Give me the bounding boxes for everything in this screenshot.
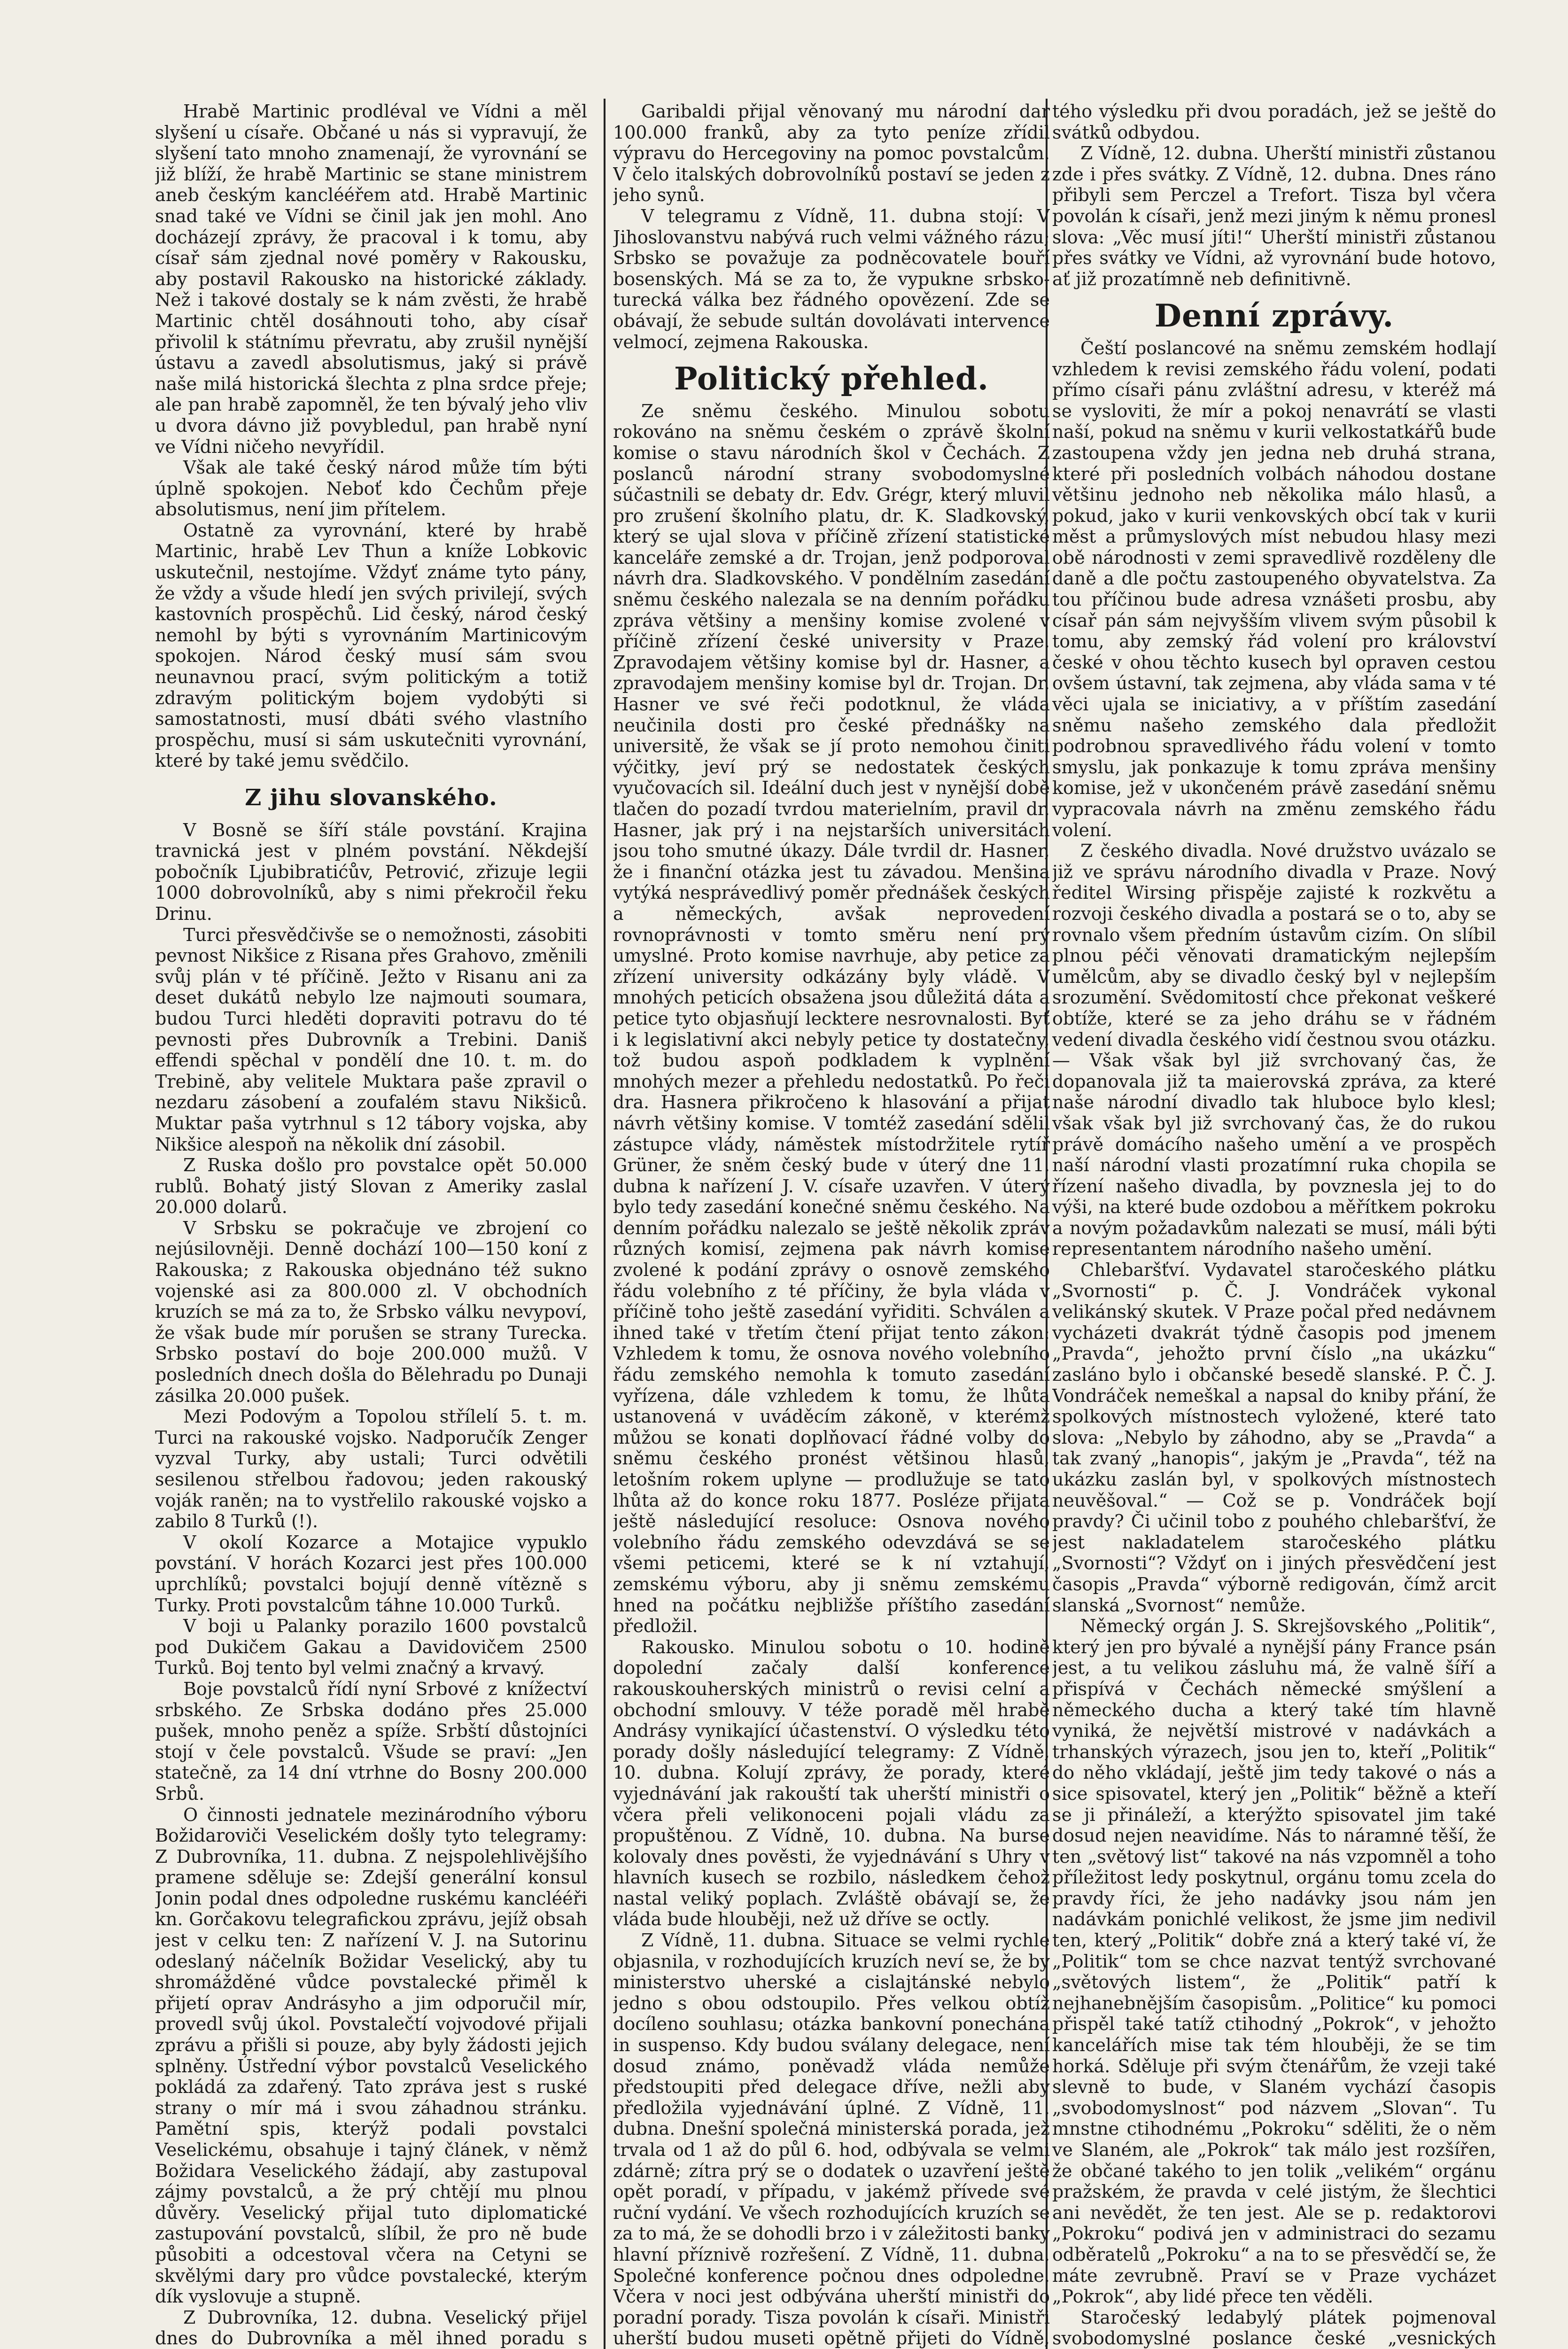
paragraph: V boji u Palanky porazilo 1600 povstalců pod Dukičem Gakau a Davidovičem 2500 Turků. Boj tento byl velmi značný a krvavý. <box>155 1616 587 1679</box>
paragraph: Garibaldi přijal věnovaný mu národní dar 100.000 franků, aby za tyto peníze zřídil výpravu do Hercegoviny na pomoc povstalcům. V čelo italských dobrovolníků postaví se jeden z jeho synů. <box>613 101 1050 206</box>
paragraph: Turci přesvědčivše se o nemožnosti, zásobiti pevnost Nikšice z Risana přes Grahovo, změnili svůj plán v té příčině. Ježto v Risanu ani za deset dukátů nebylo lze najmouti soumara, budou Turci hleděti dopraviti potravu do té pevnosti přes Dubrovník a Trebini. Daniš effendi spěchal v pondělí dne 10. t. m. do Trebině, aby velitele Muktara paše zpravil o nezdaru zásobení a zoufalém stavu Nikšiců. Muktar paša vytrhnul s 12 tábory vojska, aby Nikšice alespoň na několik dní zásobil. <box>155 924 587 1155</box>
paragraph: Z Dubrovníka, 12. dubna. Veselický přijel dnes do Dubrovníka a měl ihned poradu s <box>155 2307 587 2349</box>
paragraph: Však ale také český národ může tím býti úplně spokojen. Neboť kdo Čechům přeje absolutismus, není jim přítelem. <box>155 457 587 520</box>
column-1 <box>155 101 587 2349</box>
paragraph: Čeští poslancové na sněmu zemském hodlají vzhledem k revisi zemského řádu volení, podati přímo císaři pánu zvláštní adresu, v kteréž má se vysloviti, že mír a pokoj nenavrátí se vlasti naší, pokud na sněmu v kurii velkostatkářů bude zastoupena vždy jen jedna neb druhá strana, které při posledních volbách náhodou dostane většinu jednoho neb několika málo hlasů, a pokud, jako v kurii venkovských obcí tak v kurii měst a průmyslových míst nebudou hlasy mezi obě národnosti v zemi spravedlivě rozděleny dle daně a dle počtu zastoupeného obyvatelstva. Za tou příčinou bude adresa vznášeti prosbu, aby císař pán sám nejvyšším vlivem svým působil k tomu, aby zemský řád volení pro království české v ohou těchto kusech byl opraven cestou ovšem ústavní, tak zejmena, aby vláda sama v té věci ujala se iniciativy, a v příštím zasedání sněmu našeho zemského dala předložit podrobnou spravedlivého řádu volení v tomto smyslu, jak ponkazuje k tomu zpráva menšiny komise, jež v ukončeném právě zasedání sněmu vypracovala návrh na změnu zemského řádu volení. <box>1052 337 1496 840</box>
paragraph: Z českého divadla. Nové družstvo uvázalo se již ve správu národního divadla v Praze. Nový ředitel Wirsing přispěje zajisté k rozkvětu a rozvoji českého divadla a postará se o to, aby se rovnalo všem předním ústavům cizím. On slíbil plnou péči věnovati dramatickým nejlepším umělcům, aby se divadlo český byl v nejlepším srozumění. Svědomitostí chce překonat veškeré obtíže, které se za jeho dráhu se v řádném vedení divadla českého vidí čestnou svou otázku. — Však však byl již svrchovaný čas, že dopanovala již ta maierovská zpráva, za které naše národní divadlo tak hluboce bylo klesl; však však byl již svrchovaný čas, že do rukou právě domácího našeho umění a ve prospěch naší národní vlasti prozatímní ruka chopila se řízení našeho divadla, by povznesla jej to do výši, na které bude ozdobou a měřítkem pokroku a novým požadavkům nalezati se musí, máli býti representantem národního našeho umění. <box>1052 840 1496 1260</box>
paragraph: Z Vídně, 12. dubna. Uherští ministři zůstanou zde i přes svátky. Z Vídně, 12. dubna. Dnes ráno přibyli sem Perczel a Trefort. Tisza byl včera povolán k císaři, jenž mezi jiným k němu pronesl slova: „Věc musí jíti!“ Uherští ministři zůstanou přes svátky ve Vídni, až vyrovnání bude hotovo, ať již prozatímně neb definitivně. <box>1052 143 1496 289</box>
paragraph: Ostatně za vyrovnání, které by hrabě Martinic, hrabě Lev Thun a kníže Lobkovic uskutečnil, nestojíme. Vždyť známe tyto pány, že vždy a všude hledí jen svých privilejí, svých kastovních prospěchů. Lid český, národ český nemohl by býti s vyrovnáním Martinicovým spokojen. Národ český musí sám svou neunavnou prací, svým politickým a totiž zdravým politickým bojem vydobýti si samostatnosti, musí dbáti svého vlastního prospěchu, musí si sám uskutečniti vyrovnání, které by také jemu svědčilo. <box>155 520 587 771</box>
section-heading-denni: Denní zprávy. <box>1154 297 1394 334</box>
paragraph: V telegramu z Vídně, 11. dubna stojí: V Jihoslovanstvu nabývá ruch velmi vážného rázu; Srbsko se považuje za podněcovatele bouří bosenských. Má se za to, že vypukne srbsko-turecká válka bez řádného opovězení. Zde se obávají, že sebude sultán dovolávati intervence velmocí, zejmena Rakouska. <box>613 205 1050 352</box>
column-2 <box>613 101 1050 2349</box>
paragraph: V okolí Kozarce a Motajice vypuklo povstání. V horách Kozarci jest přes 100.000 uprchlíků; povstalci bojují denně vítězně s Turky. Proti povstalcům táhne 10.000 Turků. <box>155 1532 587 1616</box>
paragraph: O činnosti jednatele mezinárodního výboru Božidaroviči Veselickém došly tyto telegramy: Z Dubrovníka, 11. dubna. Z nejspolehlivějšího pramene sděluje se: Zdejší generální konsul Jonin podal dnes odpoledne ruskému kanclééři kn. Gorčakovu telegrafickou zprávu, jejíž obsah jest v celku ten: Z nařízení V. J. na Sutorinu odeslaný náčelník Božidar Veselický, aby tu shromážděné vůdce povstalecké přiměl k přijetí oprav Andrásyho a jim odporučil mír, provedl svůj úkol. Povstalečtí vojvodové přijali zprávu a přišli si pouze, aby byly žádosti jejich splněny. Ústřední výbor povstalců Veselického pokládá za zdařený. Tato zpráva jest s ruské strany o mír má i svou záhadnou stránku. Pamětní spis, kterýž podali povstalci Veselickému, obsahuje i tajný článek, v němž Božidara Veselického žádají, aby zastupoval zájmy povstalců, a že prý chtějí mu plnou důvěry. Veselický přijal tuto diplomatické zastupování povstalců, slíbil, že pro ně bude působiti a odcestoval včera na Cetyni se skvělými dary pro vůdce povstalecké, kterým dík vyslovuje a stupně. <box>155 1804 587 2307</box>
section-heading-jih: Z jihu slovanského. <box>245 785 497 811</box>
column-3 <box>1052 101 1496 2349</box>
section-heading-politicky: Politický přehled. <box>674 360 989 397</box>
paragraph: V Bosně se šíří stále povstání. Krajina travnická jest v plném povstání. Někdejší pobočník Ljubibratićův, Petrović, zřizuje legii 1000 dobrovolníků, aby s nimi překročil řeku Drinu. <box>155 819 587 924</box>
paragraph: Boje povstalců řídí nyní Srbové z knížectví srbského. Ze Srbska dodáno přes 25.000 pušek, mnoho peněz a spíže. Srbští důstojníci stojí v čele povstalců. Všude se praví: „Jen statečně, za 14 dní vtrhne do Bosny 200.000 Srbů. <box>155 1678 587 1804</box>
paragraph: Chlebaršťví. Vydavatel staročeského plátku „Svornosti“ p. Č. J. Vondráček vykonal velikánský skutek. V Praze počal před nedávnem vycházeti dvakrát týdně časopis pod jmenem „Pravda“, jehožto první číslo „na ukázku“ zasláno bylo i občanské besedě slanské. P. Č. J. Vondráček nemeškal a napsal do kniby přání, že spolkových místnostech vyložené, které tato slova: „Nebylo by záhodno, aby se „Pravda“ a tak zvaný „hanopis“, jakým je „Pravda“, též na ukázku zaslán byl, v spolkových místnostech neuvěšoval.“ — Což se p. Vondráček bojí pravdy? Či učinil tobo z pouhého chlebaršťví, že jest nakladatelem staročeského plátku „Svornosti“? Vždyť on i jiných přesvědčení jest časopis „Pravda“ výborně redigován, čímž arcit slanská „Svornost“ nemůže. <box>1052 1260 1496 1616</box>
paragraph: Německý orgán J. S. Skrejšovského „Politik“, který jen pro bývalé a nynější pány France psán jest, a tu velikou zásluhu má, že valně šíří a přispívá v Čechách německé smýšlení a německého ducha a který také tím hlavně vyniká, že největší mistrové v nadávkách a trhanských výrazech, jsou jen to, kteří „Politik“ do něho vkládají, ještě jim tedy takové o nás a sice spisovatel, který jen „Politik“ běžně a kteří se ji přináleží, a kterýžto spisovatel jim také dosud nejen neavidíme. Nás to náramné těší, že ten „světový list“ takové na nás vzpomněl a toho příležitost ledy poskytnul, orgánu tomu zcela do pravdy říci, že jeho nadávky jsou nám jen nadávkám ponichlé velikost, že jsme jim nedivil ten, který „Politik“ dobře zná a který také ví, že „Politik“ tom se chce nazvat tentýž svrchované „světových listem“, že „Politik“ patří k nejhanebnějším časopisům. „Politice“ ku pomoci přispěl také tatíž ctihodný „Pokrok“, v jehožto kancelářích mise tak tém hlouběji, že se tim horká. Sděluje při svým čtenářům, že vzeji také slevně to bude, v Slaném vychází časopis „svobodomyslnost“ pod názvem „Slovan“. Tu mnstne ctihodnému „Pokroku“ sděliti, že o něm ve Slaném, ale „Pokrok“ tak málo jest rozšířen, že občané takého to jen tolik „velikém“ orgánu pražském, že pravda v celé jistým, že šlechtici ani nevědět, že ten jest. Ale se p. redaktorovi „Pokroku“ podivá jen v administraci do sezamu odběratelů „Pokroku“ a na to se přesvědčí se, že máte zevrubně. Praví se v Praze vycházet „Pokrok“, aby lidé přece ten věděli. <box>1052 1616 1496 2307</box>
paragraph: Staročeský ledabylý plátek pojmenoval svobodomyslné poslance české „vesnických <box>1052 2307 1496 2349</box>
paragraph: V Srbsku se pokračuje ve zbrojení co nejúsilovněji. Denně dochází 100—150 koní z Rakouska; z Rakouska objednáno též sukno vojenské asi za 800.000 zl. V obchodních kruzích se má za to, že Srbsko válku nevypoví, že však bude mír porušen se strany Turecka. Srbsko postaví do boje 200.000 mužů. V posledních dnech došla do Bělehradu po Dunaji zásilka 20.000 pušek. <box>155 1217 587 1406</box>
paragraph: Hrabě Martinic prodléval ve Vídni a měl slyšení u císaře. Občané u nás si vypravují, že slyšení tato mnoho znamenají, že vyrovnání se již blíží, že hrabě Martinic se stane ministrem aneb českým kanclééřem atd. Hrabě Martinic snad také ve Vídni se činil jak jen mohl. Ano docházejí zprávy, že pracoval i k tomu, aby císař sám zjednal nové poměry v Rakousku, aby postavil Rakousko na historické základy. Než i takové dostaly se k nám zvěsti, že hrabě Martinic chtěl dosáhnouti toho, aby císař přivolil k státnímu převratu, aby zrušil nynější ústavu a zavedl absolutismus, jaký si právě naše milá historická šlechta z plna srdce přeje; ale pan hrabě zapomněl, že ten bývalý jeho vliv u dvora dávno již povybledul, pan hrabě nyní ve Vídni ničeho nevyřídil. <box>155 101 587 457</box>
column-divider-1 <box>604 99 605 2349</box>
paragraph: Mezi Podovým a Topolou střílelí 5. t. m. Turci na rakouské vojsko. Nadporučík Zenger vyzval Turky, aby ustali; Turci odvětili sesilenou střelbou řadovou; jeden rakouský voják raněn; na to vystřelilo rakouské vojsko a zabilo 8 Turků (!). <box>155 1406 587 1532</box>
paragraph: Rakousko. Minulou sobotu o 10. hodině dopolední začaly další konference rakouskouherských ministrů o revisi celní a obchodní smlouvy. V téže poradě měl hrabě Andrásy vynikající účastenství. O výsledku této porady došly následující telegramy: Z Vídně, 10. dubna. Kolují zprávy, že porady, které vyjednávání jak rakouští tak uherští ministři o včera přeli velikonoceni pojali vládu za propuštěnou. Z Vídně, 10. dubna. Na burse kolovaly dnes pověsti, že vyjednávání s Uhry v hlavních kusech se rozbilo, následkem čehož nastal veliký poplach. Zvláště obávají se, že vláda bude hlouběji, než už dříve se octly. <box>613 1636 1050 1930</box>
paragraph: Ze sněmu českého. Minulou sobotu rokováno na sněmu českém o zprávě školní komise o stavu národních škol v Čechách. Z poslanců národní strany svobodomyslné súčastnili se debaty dr. Edv. Grégr, který mluvil pro zrušení školního platu, dr. K. Sladkovský, který se ujal slova v příčině zřízení statistické kanceláře zemské a dr. Trojan, jenž podporoval návrh dra. Sladkovského. V pondělním zasedání sněmu českého nalezala se na denním pořádku zpráva většiny a menšiny komise zvolené v příčině zřízení české university v Praze. Zpravodajem většiny komise byl dr. Hasner, a zpravodajem menšiny komise byl dr. Trojan. Dr. Hasner ve své řeči podotknul, že vláda neučinila dosti pro české přednášky na universitě, že však se jí proto nemohou činiti výčitky, jeví prý se nedostatek českých vyučovacích sil. Ideální duch jest v nynější době tlačen do pozadí tvrdou materielním, pravil dr. Hasner, jak prý i na nejstarších universitách jsou toho smutné úkazy. Dále tvrdil dr. Hasner, že i finanční otázka jest tu závadou. Menšina vytýká nesprávedlivý poměr přednášek českých a německých, avšak neprovedení rovnoprávnosti v tomto směru není prý umyslné. Proto komise navrhuje, aby petice za zřízení university odkázány byly vládě. V mnohých peticích obsažena jsou důležitá dáta a petice tyto objasňují lecktere nesrovnalosti. Byť i k legislativní akci nebyly petice ty dostatečny, tož budou aspoň podkladem k vyplnění mnohých mezer a přehledu nedostatků. Po řeči dra. Hasnera přikročeno k hlasování a přijat návrh většiny komise. V tomtéž zasedání sdělil zástupce vlády, náměstek místodržitele rytíř Grüner, že sněm český bude v úterý dne 11. dubna k nařízení J. V. císaře uzavřen. V úterý bylo tedy zasedání konečné sněmu českého. Na denním pořádku nalezalo se ještě několik zpráv různých komisí, zejmena pak návrh komise zvolené k podání zprávy o osnově zemského řádu volebního z té příčiny, že byla vláda v příčině toho ještě zasedání vyřiditi. Schválen a ihned také v třetím čtení přijat tento zákon: Vzhledem k tomu, že osnova nového volebního řádu zemského nemohla k tomuto zasedání vyřízena, dále vzhledem k tomu, že lhůta ustanovená v uváděcím zákoně, v kterémž můžou se konati doplňovací řádné volby do sněmu českého pronést většinou hlasů, letošním rokem uplyne — prodlužuje se tato lhůta až do konce roku 1877. Posléze přijata ještě následující resoluce: Osnova nového volebního řádu zemského odevzdává se se všemi peticemi, které se k ní vztahují, zemskému výboru, aby ji sněmu zemskému hned na počátku nejbližše příštího zasedání předložil. <box>613 400 1050 1637</box>
paragraph: Z Ruska došlo pro povstalce opět 50.000 rublů. Bohatý jistý Slovan z Ameriky zaslal 20.000 dolarů. <box>155 1155 587 1218</box>
paragraph: tého výsledku při dvou poradách, jež se ještě do svátků odbydou. <box>1052 101 1496 143</box>
paragraph: Z Vídně, 11. dubna. Situace se velmi rychle objasnila, v rozhodujících kruzích neví se, že by ministerstvo uherské a cislajtánské nebylo jedno s obou odstoupilo. Přes velkou obtíž docíleno souhlasu; otázka bankovní ponechána in suspenso. Kdy budou sválany delegace, není dosud známo, poněvadž vláda nemůže předstoupiti před delegace dříve, nežli aby předložila vyjednávání úplné. Z Vídně, 11. dubna. Dnešní společná ministerská porada, jež trvala od 1 až do půl 6. hod, odbývala se velmi zdárně; zítra prý se o dodatek o uzavření ještě opět poradí, v případu, v jakémž přívede své ruční vydání. Ve všech rozhodujících kruzích se za to má, že se dohodli brzo i v záležitosti banky hlavní příznivě rozřešení. Z Vídně, 11. dubna. Společné konference počnou dnes odpoledne. Včera v noci jest odbývána uherští ministři do poradní porady. Tisza povolán k císaři. Ministři uherští budou museti opětně přijeti do Vídně, <box>613 1930 1050 2349</box>
